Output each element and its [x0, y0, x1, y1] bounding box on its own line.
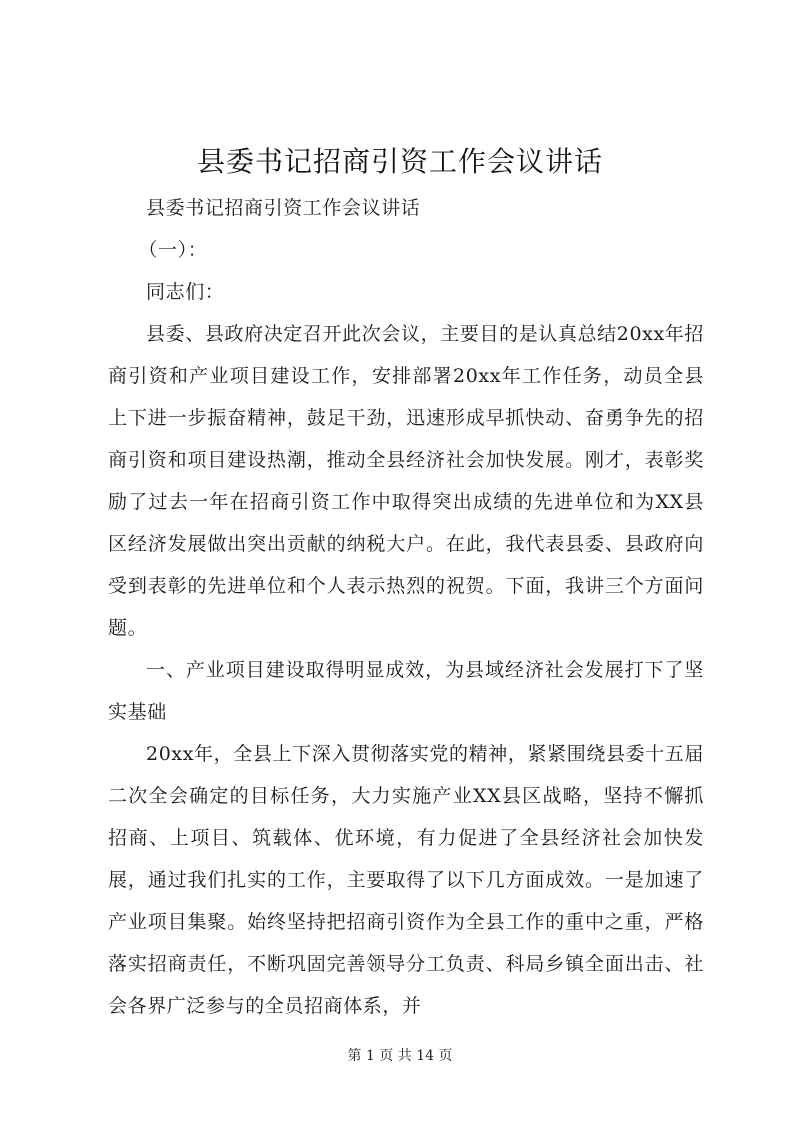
paragraph-intro: 县委、县政府决定召开此次会议，主要目的是认真总结20xx年招商引资和产业项目建设工作，安排部署20xx年工作任务，动员全县上下进一步振奋精神，鼓足干劲，迅速形成早抓快动、奋勇争先的招商引资和项目建设热潮，推动全县经济社会加快发展。刚才，表彰奖励了过去一年在招商引资工作中取得突出成绩的先进单位和为XX县区经济发展做出突出贡献的纳税大户。在此，我代表县委、县政府向受到表彰的先进单位和个人表示热烈的祝贺。下面，我讲三个方面问题。 [108, 323, 704, 639]
paragraph-subtitle: 县委书记招商引资工作会议讲话 [146, 197, 421, 219]
paragraph-salutation: 同志们： [146, 281, 225, 303]
paragraph-section-number: （一）： [138, 239, 208, 261]
page-number-footer: 第 1 页 共 14 页 [347, 1048, 453, 1064]
document-title: 县委书记招商引资工作会议讲话 [196, 145, 603, 178]
document-body [108, 187, 704, 1027]
paragraph-achievements: 20xx年，全县上下深入贯彻落实党的精神，紧紧围绕县委十五届二次全会确定的目标任务，大力实施产业XX县区战略，坚持不懈抓招商、上项目、筑载体、优环境，有力促进了全县经济社会加快发展，通过我们扎实的工作，主要取得了以下几方面成效。一是加速了产业项目集聚。始终坚持把招商引资作为全县工作的重中之重，严格落实招商责任，不断巩固完善领导分工负责、科局乡镇全面出击、社会各界广泛参与的全员招商体系，并 [108, 743, 704, 1017]
paragraph-heading-one: 一、产业项目建设取得明显成效，为县域经济社会发展打下了坚实基础 [108, 659, 704, 723]
